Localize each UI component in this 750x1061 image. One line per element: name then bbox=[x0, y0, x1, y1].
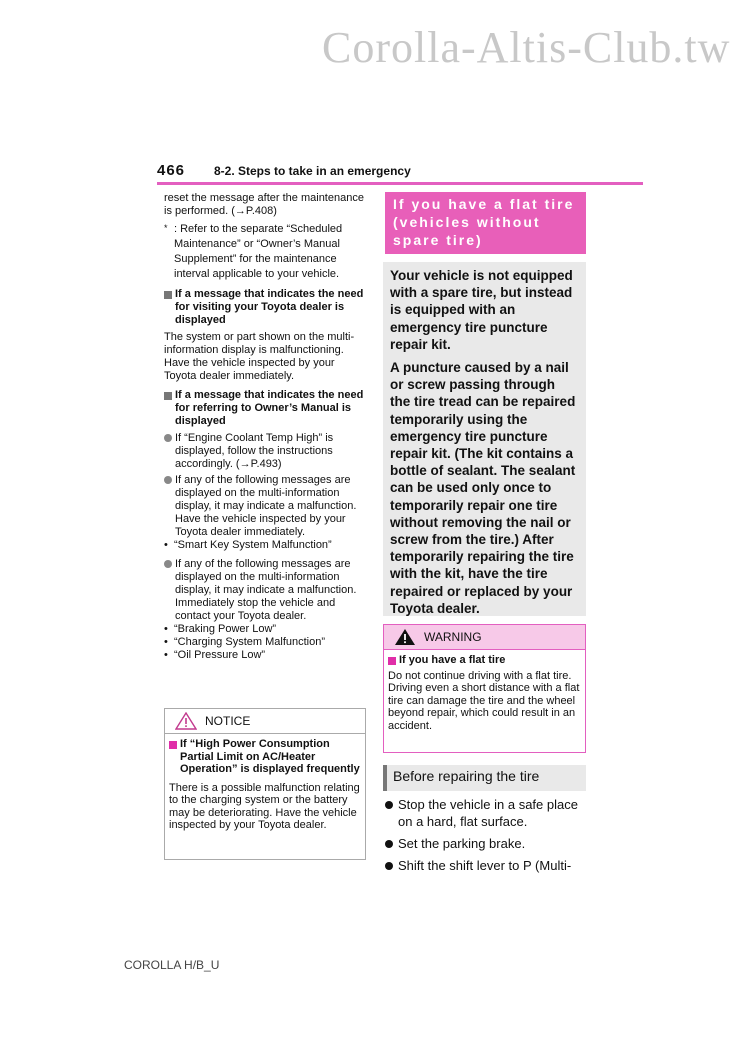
dash-marker: • bbox=[164, 623, 168, 635]
footer-code: COROLLA H/B_U bbox=[124, 958, 220, 972]
page-header bbox=[157, 160, 643, 186]
footnote bbox=[164, 222, 366, 282]
bullet-item bbox=[164, 432, 366, 471]
dash-marker: • bbox=[164, 636, 168, 648]
dash-item bbox=[164, 539, 366, 552]
notice-box bbox=[164, 708, 366, 860]
dash-text: “Braking Power Low” bbox=[174, 623, 277, 635]
notice-heading-text: If “High Power Consumption Partial Limit on AC/Heater Operation” is displayed frequently bbox=[180, 738, 360, 775]
before-repair-steps bbox=[385, 796, 590, 879]
warning-title: WARNING bbox=[424, 629, 482, 644]
subheading-visit-dealer bbox=[164, 288, 366, 327]
warning-heading bbox=[388, 654, 581, 667]
warning-triangle-icon bbox=[394, 628, 416, 646]
watermark: Corolla-Altis-Club.tw bbox=[322, 23, 731, 72]
dash-item bbox=[164, 649, 366, 662]
subheading-text: If a message that indicates the need for visiting your Toyota dealer is displayed bbox=[175, 288, 364, 326]
square-bullet-icon bbox=[169, 741, 177, 749]
warning-box bbox=[383, 624, 586, 753]
dash-text: “Smart Key System Malfunction” bbox=[174, 539, 332, 551]
subheading-text: If a message that indicates the need for referring to Owner’s Manual is displayed bbox=[175, 389, 364, 427]
footnote-mark: * bbox=[164, 223, 168, 233]
warning-heading-text: If you have a flat tire bbox=[399, 654, 506, 666]
bullet-text: If “Engine Coolant Temp High” is displayed, follow the instructions accordingly. (→P.493) bbox=[175, 432, 334, 470]
dash-text: “Oil Pressure Low” bbox=[174, 649, 266, 661]
flat-tire-heading: If you have a flat tire (vehicles without spare tire) bbox=[385, 192, 586, 254]
square-bullet-icon bbox=[388, 657, 396, 665]
notice-header bbox=[165, 709, 365, 734]
info-paragraph: A puncture caused by a nail or screw passing through the tire tread can be repaired temporarily using the emergency tire puncture repair kit. (The kit contains a bottle of sealant. The sealant can be used only once to temporarily repair one tire without removing the nail or screw from the tire.) After temporarily repairing the tire with the kit, have the tire repaired or replaced by your Toyota dealer. bbox=[390, 360, 576, 616]
section-title: 8-2. Steps to take in an emergency bbox=[214, 164, 411, 178]
paragraph: The system or part shown on the multi-information display is malfunctioning. Have the vehicle inspected by your Toyota dealer immediately. bbox=[164, 331, 355, 382]
warning-text: Do not continue driving with a flat tire. Driving even a short distance with a flat tire can damage the tire and the wheel beyond repair, which could result in an accident. bbox=[388, 669, 580, 732]
step-text: Shift the shift lever to P (Multi- bbox=[398, 858, 572, 873]
step-text: Set the parking brake. bbox=[398, 836, 526, 851]
circle-bullet-icon bbox=[385, 862, 393, 870]
square-bullet-icon bbox=[164, 392, 172, 400]
step-text: Stop the vehicle in a safe place on a hard, flat surface. bbox=[398, 797, 578, 829]
left-column bbox=[164, 192, 366, 662]
step-item bbox=[385, 857, 590, 874]
bullet-item bbox=[164, 558, 366, 623]
flat-tire-info-box bbox=[383, 262, 586, 616]
page-number: 466 bbox=[157, 162, 186, 179]
dash-item bbox=[164, 636, 366, 649]
info-paragraph: Your vehicle is not equipped with a spare tire, but instead is equipped with an emergency tire puncture repair kit. bbox=[390, 268, 573, 352]
circle-bullet-icon bbox=[164, 476, 172, 484]
step-item bbox=[385, 835, 590, 852]
dash-marker: • bbox=[164, 649, 168, 661]
circle-bullet-icon bbox=[385, 801, 393, 809]
warning-body bbox=[384, 650, 585, 732]
circle-bullet-icon bbox=[385, 840, 393, 848]
before-repair-heading: Before repairing the tire bbox=[383, 765, 586, 791]
header-rule bbox=[157, 182, 643, 185]
intro-line: reset the message after the maintenance is performed. (→P.408) bbox=[164, 192, 364, 217]
footnote-text: : Refer to the separate “Scheduled Maintenance” or “Owner’s Manual Supplement” for the maintenance interval applicable to your vehicle. bbox=[174, 223, 343, 280]
circle-bullet-icon bbox=[164, 560, 172, 568]
subheading-owners-manual bbox=[164, 389, 366, 428]
caution-triangle-icon bbox=[175, 712, 197, 730]
notice-body bbox=[165, 734, 365, 832]
bullet-text: If any of the following messages are displayed on the multi-information display, it may indicate a malfunction. Immediately stop the vehicle and contact your Toyota dealer. bbox=[175, 558, 357, 622]
dash-marker: • bbox=[164, 539, 168, 551]
step-item bbox=[385, 796, 590, 830]
bullet-item bbox=[164, 474, 366, 539]
notice-heading bbox=[169, 738, 361, 776]
bullet-text: If any of the following messages are displayed on the multi-information display, it may indicate a malfunction. Have the vehicle inspected by your Toyota dealer immediately. bbox=[175, 474, 357, 538]
warning-header bbox=[384, 625, 585, 650]
dash-item bbox=[164, 623, 366, 636]
notice-title: NOTICE bbox=[205, 713, 251, 728]
dash-text: “Charging System Malfunction” bbox=[174, 636, 326, 648]
notice-text: There is a possible malfunction relating to the charging system or the battery may be deteriorating. Have the vehicle inspected by your Toyota dealer. bbox=[169, 781, 360, 831]
circle-bullet-icon bbox=[164, 434, 172, 442]
square-bullet-icon bbox=[164, 291, 172, 299]
